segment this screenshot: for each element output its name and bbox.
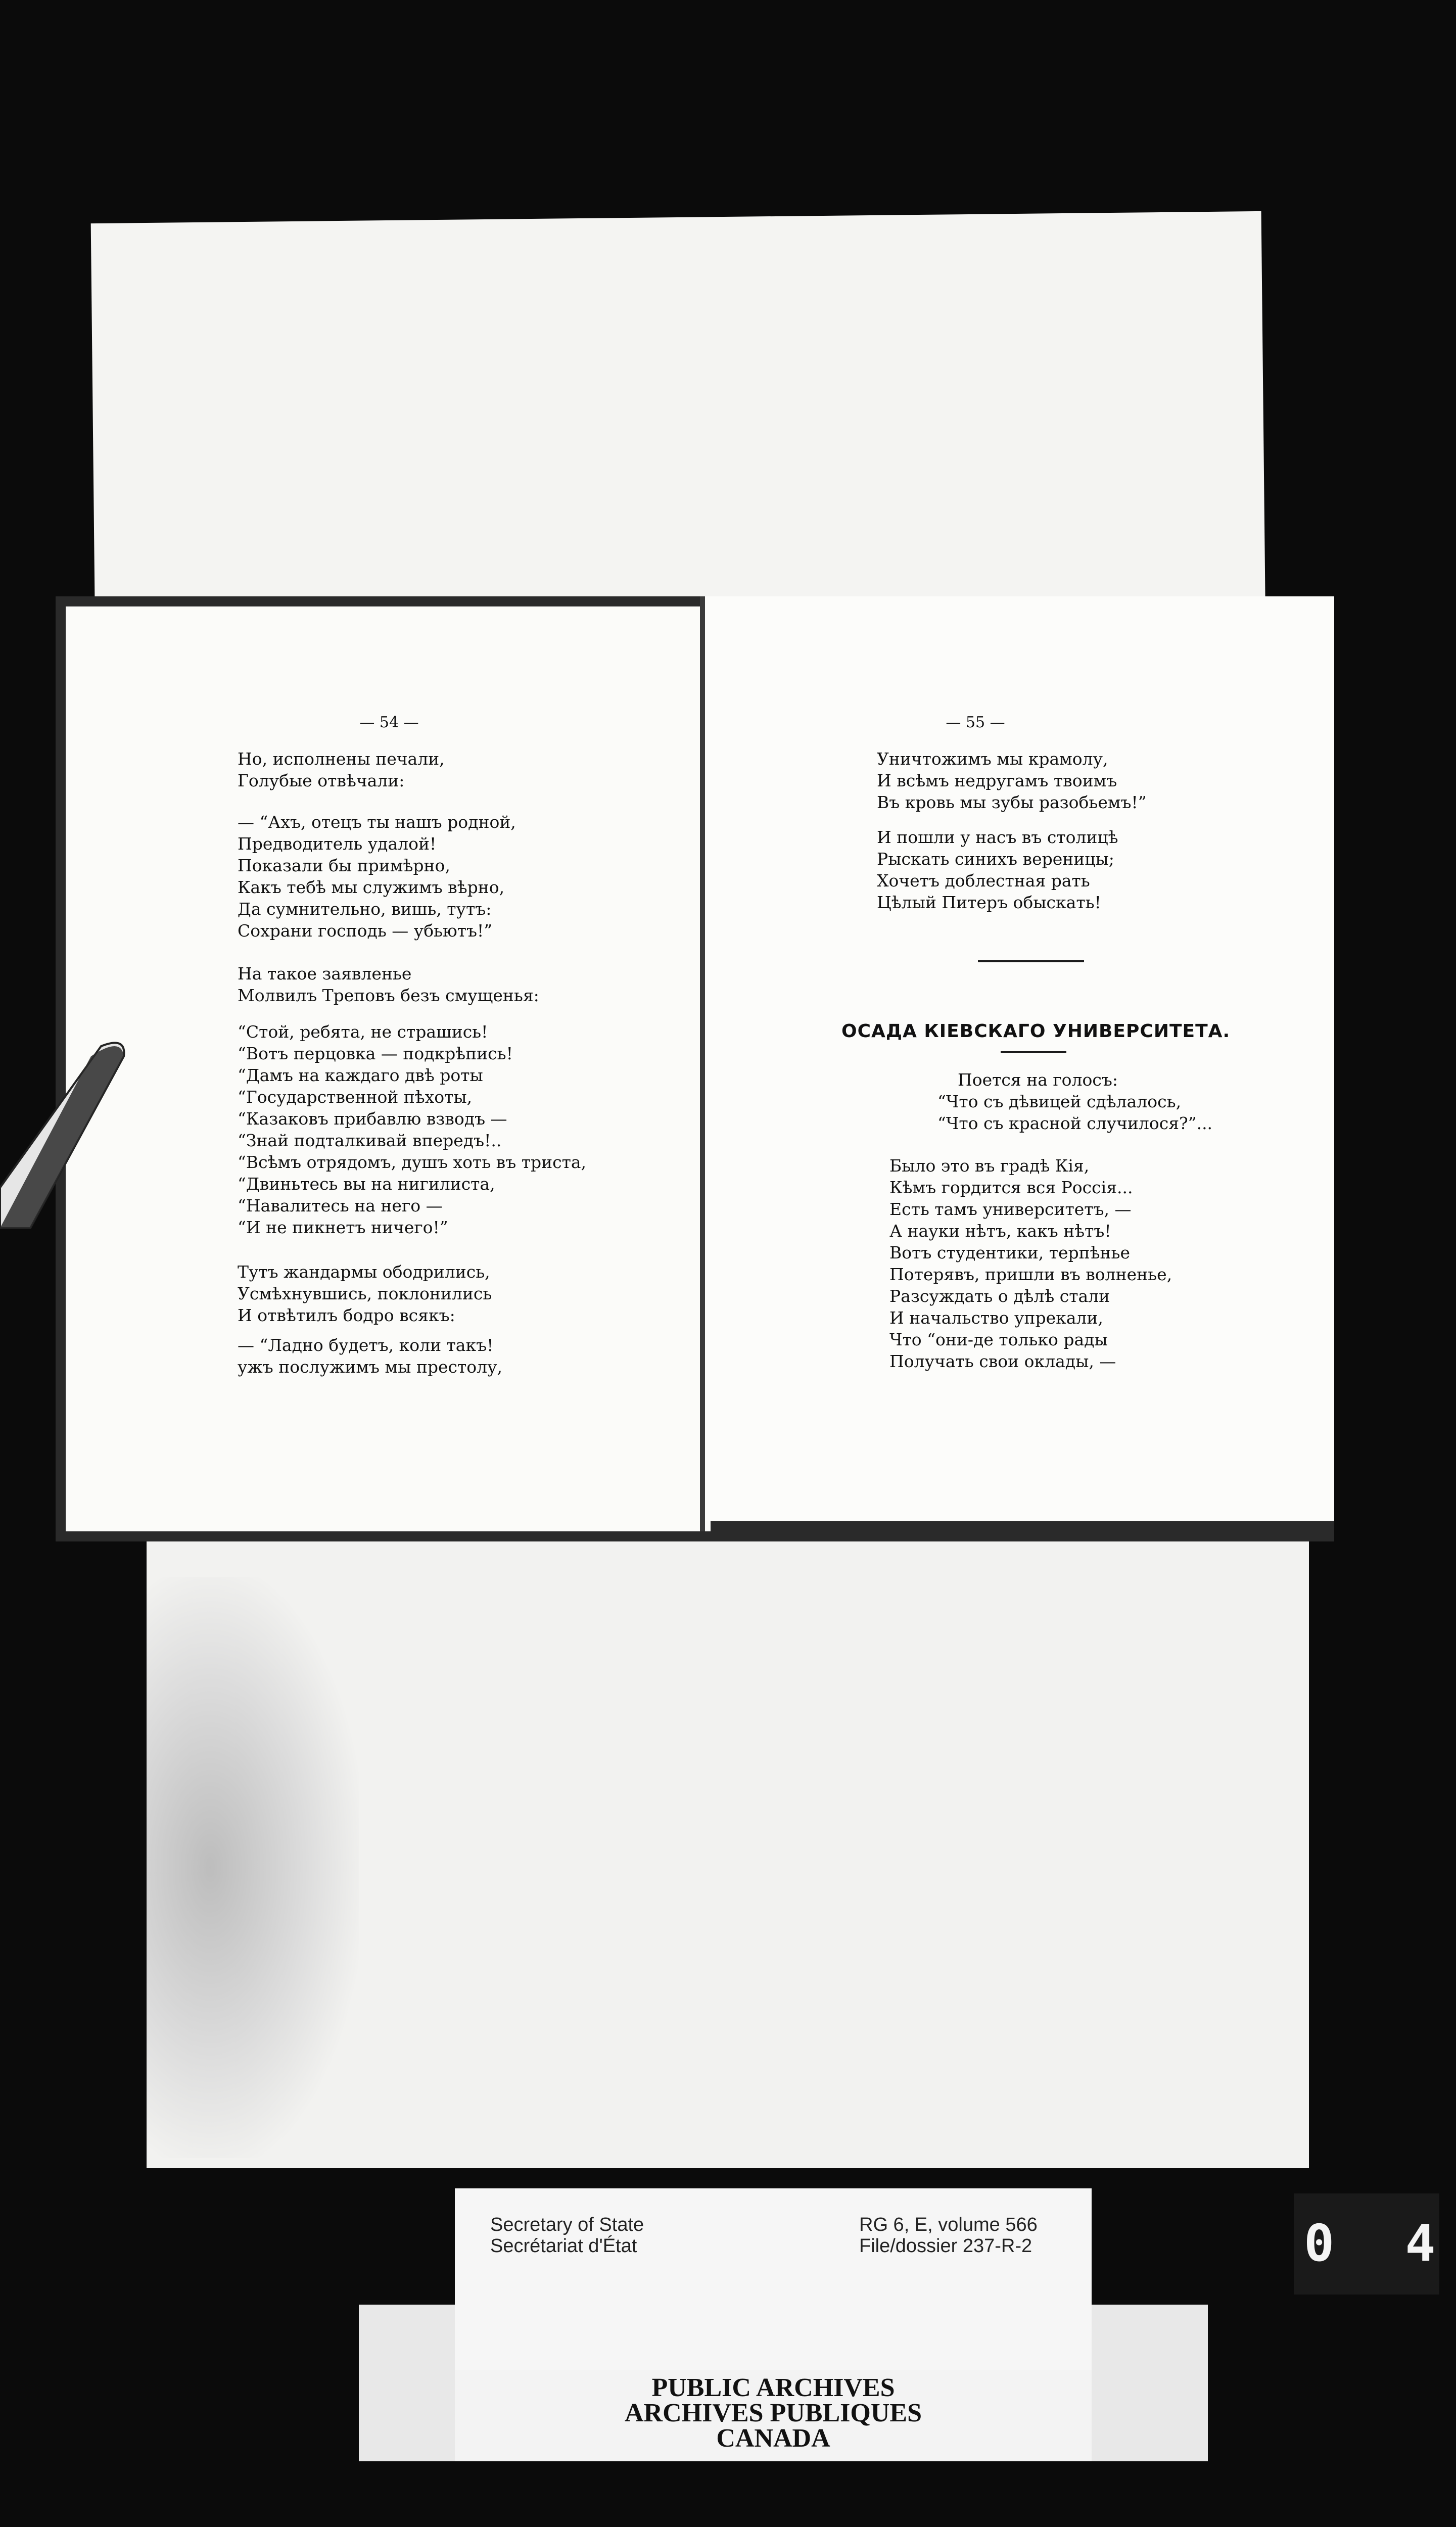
section-divider bbox=[978, 960, 1084, 962]
file-reference: File/dossier 237-R-2 bbox=[859, 2235, 1032, 2257]
backing-sheet-top bbox=[91, 211, 1266, 648]
department-en: Secretary of State bbox=[490, 2214, 644, 2235]
stanza-2: — “Ахъ, отецъ ты нашъ родной, Предводитель удалой! Показали бы примѣрно, Какъ тебѣ мы служимъ вѣрно, Да сумнительно, вишь, тутъ: Сохрани господь — убьютъ!” bbox=[238, 812, 516, 941]
archive-label-card bbox=[455, 2188, 1092, 2370]
open-book bbox=[56, 596, 1334, 1541]
scan-shadow bbox=[147, 1577, 359, 2158]
heading-underline bbox=[1001, 1051, 1066, 1053]
stanza-2: И пошли у насъ въ столицѣ Рыскать синихъ вереницы; Хочетъ доблестная рать Цѣлый Питеръ обыскать! bbox=[877, 827, 1118, 912]
page-holder-blade bbox=[0, 1036, 131, 1228]
stanza-1: Уничтожимъ мы крамолу, И всѣмъ недругамъ твоимъ Въ кровь мы зубы разобьемъ!” bbox=[877, 749, 1147, 812]
page-number-54: — 54 — bbox=[359, 714, 419, 731]
archives-stamp-line-3: CANADA bbox=[716, 2424, 830, 2453]
archives-stamp bbox=[455, 2375, 1092, 2451]
left-page bbox=[66, 606, 711, 1531]
record-group-reference: RG 6, E, volume 566 bbox=[859, 2214, 1038, 2235]
stanza-3: На такое заявленье Молвилъ Треповъ безъ смущенья: bbox=[238, 964, 539, 1005]
archives-stamp-line-2: ARCHIVES PUBLIQUES bbox=[624, 2399, 922, 2427]
stanza-1: Но, исполнены печали, Голубые отвѣчали: bbox=[238, 749, 445, 790]
poem-stanza: Было это въ градѣ Кія, Кѣмъ гордится вся Россія... Есть тамъ университетъ, — А науки нѣтъ, какъ нѣтъ! Вотъ студентики, терпѣнье Потерявъ, пришли въ волненье, Разсуждать о дѣлѣ стали И начальство упрекали, Что “они-де только рады Получать свои оклады, — bbox=[889, 1156, 1172, 1371]
stanza-5: Тутъ жандармы ободрились, Усмѣхнувшись, поклонились И отвѣтилъ бодро всякъ: bbox=[238, 1262, 492, 1325]
tune-lines: “Что съ дѣвицей сдѣлалось, “Что съ красной случилося?”... bbox=[937, 1092, 1213, 1133]
right-page bbox=[702, 596, 1334, 1521]
department-fr: Secrétariat d'État bbox=[490, 2235, 637, 2257]
section-heading: ОСАДА КІЕВСКАГО УНИВЕРСИТЕТА. bbox=[841, 1021, 1231, 1042]
frame-number: 0 4 bbox=[1304, 2214, 1456, 2273]
tune-intro: Поется на голосъ: bbox=[958, 1070, 1118, 1090]
stanza-4: “Стой, ребята, не страшись! “Вотъ перцовка — подкрѣпись! “Дамъ на каждаго двѣ роты “Государственной пѣхоты, “Казаковъ прибавлю взводъ — “Знай подталкивай впередъ!.. “Всѣмъ отрядомъ, душъ хоть въ триста, “Двиньтесь вы на нигилиста, “Навалитесь на него — “И не пикнетъ ничего!” bbox=[238, 1022, 586, 1237]
page-number-55: — 55 — bbox=[946, 714, 1005, 731]
stanza-6: — “Ладно будетъ, коли такъ! ужъ послужимъ мы престолу, bbox=[238, 1335, 503, 1377]
book-spine bbox=[700, 596, 705, 1531]
archives-stamp-line-1: PUBLIC ARCHIVES bbox=[651, 2373, 895, 2402]
